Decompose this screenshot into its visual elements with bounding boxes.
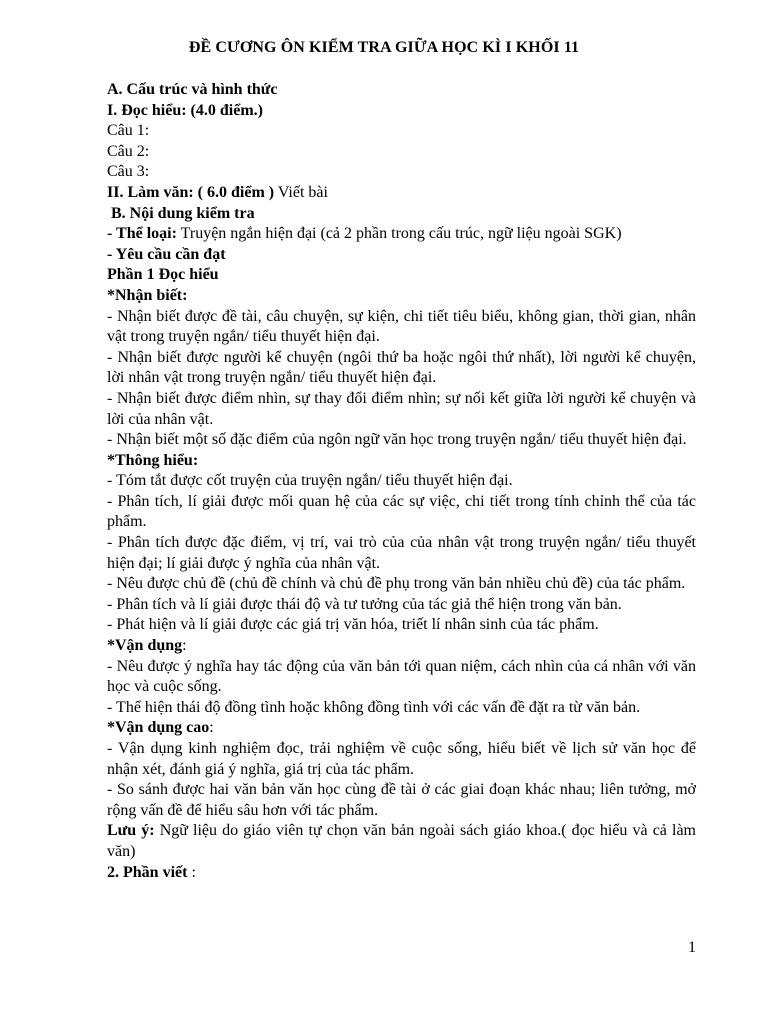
requirements-heading: - Yêu cầu cần đạt bbox=[107, 245, 226, 263]
section-a-heading: A. Cấu trúc và hình thức bbox=[107, 81, 278, 98]
van-dung-colon: : bbox=[182, 637, 187, 655]
document-body bbox=[107, 80, 696, 883]
thong-hieu-item: - Phân tích và lí giải được thái độ và tư tưởng của tác giả thể hiện trong văn bản. bbox=[107, 595, 622, 613]
nhan-biet-item: - Nhận biết được đề tài, câu chuyện, sự kiện, chi tiết tiêu biểu, không gian, thời gian, nhân vật trong truyện ngắn/ tiểu thuyết hiện đại. bbox=[107, 307, 696, 346]
van-dung-cao-item: - So sánh được hai văn bản văn học cùng đề tài ở các giai đoạn khác nhau; liên tưởng, mở rộng vấn đề để hiểu sâu hơn với tác phẩm. bbox=[107, 781, 696, 819]
van-dung-item: - Thể hiện thái độ đồng tình hoặc không đồng tình với các vấn đề đặt ra từ văn bản. bbox=[107, 698, 641, 716]
thong-hieu-item: - Phân tích được đặc điểm, vị trí, vai trò của của nhân vật trong truyện ngắn/ tiểu thuyết hiện đại; lí giải được ý nghĩa của nhân vật. bbox=[107, 534, 696, 572]
nhan-biet-heading: *Nhận biết: bbox=[107, 286, 188, 304]
question-3: Câu 3: bbox=[107, 163, 150, 181]
nhan-biet-item: - Nhận biết được người kể chuyện (ngôi thứ ba hoặc ngôi thứ nhất), lời người kể chuyện, lời nhân vật trong truyện ngắn/ tiểu thuyết hiện đại. bbox=[107, 348, 696, 387]
van-dung-heading: *Vận dụng bbox=[107, 637, 183, 655]
part2-line bbox=[107, 183, 696, 204]
phan-viet-heading: 2. Phần viết bbox=[107, 863, 188, 881]
page-number: 1 bbox=[688, 939, 696, 956]
document-title: ĐỀ CƯƠNG ÔN KIỂM TRA GIỮA HỌC KÌ I KHỐI 11 bbox=[188, 39, 580, 56]
van-dung-cao-colon: : bbox=[209, 719, 214, 737]
question-1: Câu 1: bbox=[107, 122, 150, 140]
genre-label: - Thể loại: bbox=[107, 225, 177, 243]
nhan-biet-item: - Nhận biết một số đặc điểm của ngôn ngữ văn học trong truyện ngắn/ tiểu thuyết hiện đại. bbox=[107, 431, 687, 449]
thong-hieu-item: - Phân tích, lí giải được mối quan hệ của các sự việc, chi tiết trong tính chỉnh thể của tác phẩm. bbox=[107, 492, 696, 531]
part1-heading: I. Đọc hiểu: (4.0 điểm.) bbox=[107, 101, 263, 119]
thong-hieu-heading: *Thông hiểu: bbox=[107, 451, 199, 469]
phan-viet-rest: : bbox=[187, 863, 196, 881]
nhan-biet-item: - Nhận biết được điểm nhìn, sự thay đổi điểm nhìn; sự nối kết giữa lời người kể chuyện và lời của nhân vật. bbox=[107, 389, 696, 428]
van-dung-cao-heading: *Vận dụng cao bbox=[107, 719, 210, 737]
luu-y-text: Ngữ liệu do giáo viên tự chọn văn bản ngoài sách giáo khoa.( đọc hiểu và cả làm văn) bbox=[107, 822, 697, 860]
van-dung-cao-heading-line bbox=[107, 718, 696, 739]
question-2: Câu 2: bbox=[107, 142, 150, 160]
van-dung-cao-item: - Vận dụng kinh nghiệm đọc, trải nghiệm về cuộc sống, hiểu biết về lịch sử văn học để nhận xét, đánh giá ý nghĩa, giá trị của tác phẩm. bbox=[107, 740, 696, 778]
phan-viet-line bbox=[107, 863, 696, 884]
phan1-heading: Phần 1 Đọc hiểu bbox=[107, 266, 219, 284]
thong-hieu-item: - Nêu được chủ đề (chủ đề chính và chủ đề phụ trong văn bản nhiều chủ đề) của tác phẩm. bbox=[107, 575, 686, 593]
luu-y-label: Lưu ý: bbox=[107, 822, 155, 840]
genre-line bbox=[107, 224, 696, 245]
luu-y-line bbox=[107, 821, 696, 862]
van-dung-item: - Nêu được ý nghĩa hay tác động của văn bản tới quan niệm, cách nhìn của cá nhân với văn học và cuộc sống. bbox=[107, 657, 696, 696]
part2-heading: II. Làm văn: ( 6.0 điểm ) bbox=[107, 183, 275, 201]
section-b-heading: B. Nội dung kiểm tra bbox=[111, 204, 255, 222]
thong-hieu-item: - Tóm tắt được cốt truyện của truyện ngắn/ tiểu thuyết hiện đại. bbox=[107, 472, 513, 490]
van-dung-heading-line bbox=[107, 636, 696, 657]
genre-text: Truyện ngắn hiện đại (cả 2 phần trong cấu trúc, ngữ liệu ngoài SGK) bbox=[176, 225, 622, 243]
thong-hieu-item: - Phát hiện và lí giải được các giá trị văn hóa, triết lí nhân sinh của tác phẩm. bbox=[107, 616, 599, 634]
part2-rest: Viết bài bbox=[274, 183, 328, 201]
